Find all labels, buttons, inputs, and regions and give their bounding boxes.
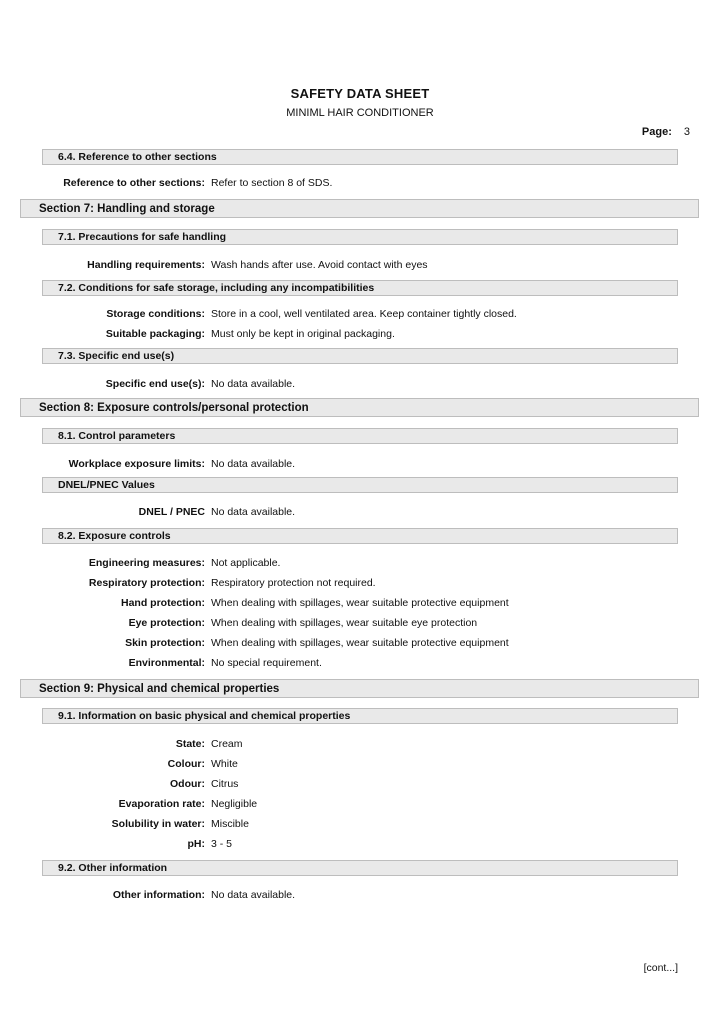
field-label: Suitable packaging: xyxy=(105,328,205,340)
field-value: Must only be kept in original packaging. xyxy=(211,328,395,340)
field-label: Hand protection: xyxy=(121,597,205,609)
field-label: Evaporation rate: xyxy=(118,798,205,810)
field-value: Not applicable. xyxy=(211,557,281,569)
field-label: Workplace exposure limits: xyxy=(68,458,205,470)
field-label: pH: xyxy=(187,838,205,850)
field-value: Negligible xyxy=(211,798,258,810)
field-value: No data available. xyxy=(211,506,296,518)
field-value: Respiratory protection not required. xyxy=(211,577,376,589)
field-row-colour xyxy=(0,758,720,772)
field-label: Handling requirements: xyxy=(87,259,205,271)
subsection-header-dnel-pnec-values: DNEL/PNEC Values xyxy=(42,477,678,493)
product-name: MINIML HAIR CONDITIONER xyxy=(286,107,434,119)
field-label: Reference to other sections: xyxy=(63,177,205,189)
field-label: Other information: xyxy=(112,889,205,901)
field-label: Eye protection: xyxy=(128,617,205,629)
field-row-environmental xyxy=(0,657,720,671)
field-row-other-information xyxy=(0,889,720,903)
field-row-suitable-packaging xyxy=(0,328,720,342)
field-row-respiratory-protection xyxy=(0,577,720,591)
field-label: Skin protection: xyxy=(125,637,205,649)
field-row-evaporation-rate xyxy=(0,798,720,812)
page-number: 3 xyxy=(683,126,690,138)
field-value: 3 - 5 xyxy=(211,838,233,850)
field-label: State: xyxy=(175,738,205,750)
field-row-ph xyxy=(0,838,720,852)
field-label: Engineering measures: xyxy=(88,557,205,569)
field-row-eye-protection xyxy=(0,617,720,631)
field-label: Respiratory protection: xyxy=(88,577,205,589)
subsection-header-9-1-information-basic-properties: 9.1. Information on basic physical and chemical properties xyxy=(42,708,678,724)
field-value: No data available. xyxy=(211,458,296,470)
field-value: When dealing with spillages, wear suitable protective equipment xyxy=(211,637,509,649)
field-row-odour xyxy=(0,778,720,792)
page-indicator xyxy=(642,126,690,138)
field-row-workplace-exposure-limits xyxy=(0,458,720,472)
field-row-handling-requirements xyxy=(0,259,720,273)
section-header-9-physical-and-chemical-properties: Section 9: Physical and chemical properties xyxy=(20,679,699,698)
subsection-header-7-3-specific-end-uses: 7.3. Specific end use(s) xyxy=(42,348,678,364)
field-row-skin-protection xyxy=(0,637,720,651)
field-label: Environmental: xyxy=(128,657,205,669)
field-value: No data available. xyxy=(211,889,296,901)
field-value: Refer to section 8 of SDS. xyxy=(211,177,333,189)
field-label: Storage conditions: xyxy=(106,308,205,320)
field-value: When dealing with spillages, wear suitable eye protection xyxy=(211,617,478,629)
subsection-header-7-2-conditions-for-safe-storage: 7.2. Conditions for safe storage, including any incompatibilities xyxy=(42,280,678,296)
subsection-header-7-1-precautions: 7.1. Precautions for safe handling xyxy=(42,229,678,245)
field-label: Odour: xyxy=(170,778,205,790)
section-header-8-exposure-controls: Section 8: Exposure controls/personal protection xyxy=(20,398,699,417)
field-label: DNEL / PNEC xyxy=(138,506,205,518)
subsection-header-6-4-reference-to-other-sections: 6.4. Reference to other sections xyxy=(42,149,678,165)
field-row-hand-protection xyxy=(0,597,720,611)
field-value: No data available. xyxy=(211,378,296,390)
document-title: SAFETY DATA SHEET xyxy=(290,86,430,101)
subsection-header-9-2-other-information: 9.2. Other information xyxy=(42,860,678,876)
field-row-reference-to-other-sections xyxy=(0,177,720,191)
field-value: When dealing with spillages, wear suitable protective equipment xyxy=(211,597,509,609)
subsection-header-8-2-exposure-controls: 8.2. Exposure controls xyxy=(42,528,678,544)
field-value: Miscible xyxy=(211,818,249,830)
section-header-7-handling-and-storage: Section 7: Handling and storage xyxy=(20,199,699,218)
field-label: Colour: xyxy=(167,758,205,770)
continued-marker: [cont...] xyxy=(643,962,678,974)
subsection-header-8-1-control-parameters: 8.1. Control parameters xyxy=(42,428,678,444)
page-label: Page: xyxy=(641,126,672,138)
field-value: Cream xyxy=(211,738,243,750)
field-value: No special requirement. xyxy=(211,657,322,669)
field-value: Store in a cool, well ventilated area. Keep container tightly closed. xyxy=(211,308,517,320)
field-value: Citrus xyxy=(211,778,239,790)
field-row-solubility-in-water xyxy=(0,818,720,832)
field-row-storage-conditions xyxy=(0,308,720,322)
field-label: Solubility in water: xyxy=(111,818,205,830)
field-value: White xyxy=(211,758,238,770)
field-row-specific-end-uses xyxy=(0,378,720,392)
field-row-state xyxy=(0,738,720,752)
field-row-engineering-measures xyxy=(0,557,720,571)
field-label: Specific end use(s): xyxy=(105,378,205,390)
field-row-dnel-pnec xyxy=(0,506,720,520)
field-value: Wash hands after use. Avoid contact with eyes xyxy=(211,259,428,271)
